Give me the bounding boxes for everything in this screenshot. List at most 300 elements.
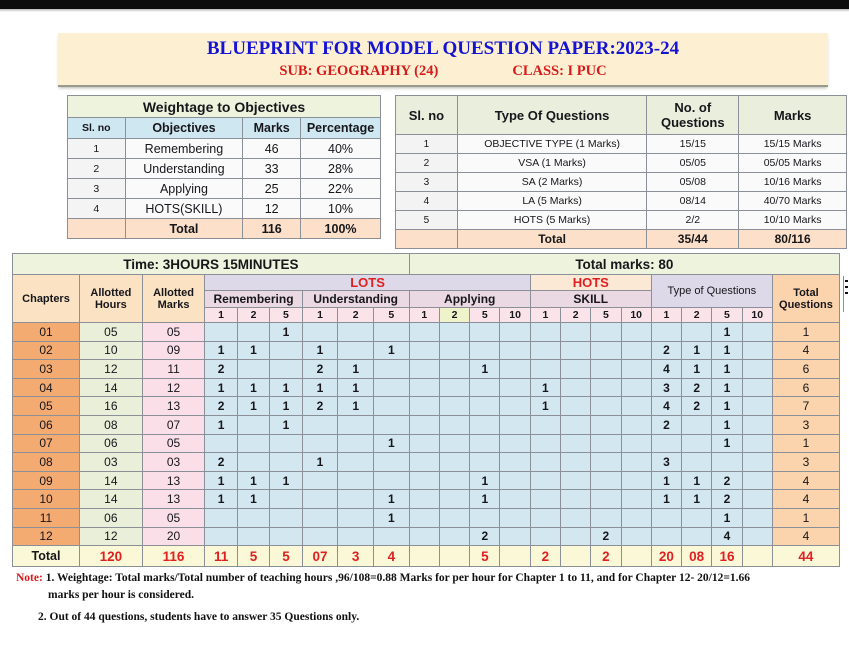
question-count-cell bbox=[530, 453, 560, 472]
table-row bbox=[396, 135, 847, 154]
allotted-hours: 12 bbox=[80, 360, 143, 379]
question-count-cell bbox=[621, 323, 651, 342]
question-count-cell bbox=[409, 323, 439, 342]
question-count-cell: 1 bbox=[205, 378, 237, 397]
total-count-cell bbox=[500, 546, 530, 567]
question-count-cell bbox=[682, 508, 712, 527]
question-count-cell bbox=[561, 490, 591, 509]
allotted-hours: 06 bbox=[80, 434, 143, 453]
toq-marks: 05/05 Marks bbox=[739, 154, 847, 173]
weightage-total-marks: 116 bbox=[243, 219, 301, 239]
weightage-caption: Weightage to Objectives bbox=[68, 96, 381, 118]
allotted-hours: 14 bbox=[80, 490, 143, 509]
row-total-questions: 1 bbox=[772, 434, 839, 453]
question-count-cell bbox=[302, 508, 338, 527]
question-count-cell bbox=[374, 471, 410, 490]
question-count-cell bbox=[621, 341, 651, 360]
table-total-row bbox=[68, 219, 381, 239]
weightage-percentage: 40% bbox=[301, 139, 381, 159]
question-count-cell bbox=[374, 360, 410, 379]
table-caption-row bbox=[68, 96, 381, 118]
markcol: 5 bbox=[270, 308, 302, 323]
table-total-row bbox=[13, 546, 840, 567]
question-count-cell bbox=[302, 323, 338, 342]
toq-slno: 5 bbox=[396, 211, 458, 230]
weightage-percentage: 22% bbox=[301, 179, 381, 199]
question-count-cell: 1 bbox=[712, 323, 742, 342]
header-allotted-marks-l1: Allotted bbox=[153, 286, 195, 299]
question-count-cell bbox=[500, 415, 530, 434]
question-count-cell: 1 bbox=[374, 341, 410, 360]
question-count-cell: 1 bbox=[682, 341, 712, 360]
question-count-cell: 1 bbox=[682, 490, 712, 509]
weightage-marks: 12 bbox=[243, 199, 301, 219]
chapter-number: 12 bbox=[13, 527, 80, 546]
markcol: 2 bbox=[338, 308, 374, 323]
allotted-hours: 16 bbox=[80, 397, 143, 416]
question-count-cell bbox=[470, 323, 500, 342]
question-count-cell bbox=[270, 508, 302, 527]
question-count-cell: 2 bbox=[302, 397, 338, 416]
toq-count: 05/05 bbox=[647, 154, 739, 173]
allotted-marks: 13 bbox=[142, 490, 205, 509]
markcol: 5 bbox=[712, 308, 742, 323]
question-count-cell bbox=[338, 508, 374, 527]
weightage-percentage: 28% bbox=[301, 159, 381, 179]
question-count-cell: 1 bbox=[205, 341, 237, 360]
header-total-questions bbox=[772, 275, 839, 323]
question-count-cell bbox=[591, 378, 621, 397]
table-row bbox=[396, 173, 847, 192]
header-total-questions-l1: Total bbox=[793, 286, 819, 299]
question-count-cell bbox=[409, 471, 439, 490]
row-total-questions: 7 bbox=[772, 397, 839, 416]
question-count-cell bbox=[302, 471, 338, 490]
question-count-cell: 1 bbox=[270, 397, 302, 416]
question-count-cell bbox=[409, 490, 439, 509]
grand-total-questions: 44 bbox=[772, 546, 839, 567]
question-count-cell: 2 bbox=[302, 360, 338, 379]
row-total-questions: 6 bbox=[772, 360, 839, 379]
header-allotted-hours-l2: Hours bbox=[94, 298, 127, 311]
allotted-marks: 13 bbox=[142, 397, 205, 416]
question-count-cell bbox=[621, 397, 651, 416]
row-total-questions: 6 bbox=[772, 378, 839, 397]
question-count-cell bbox=[338, 434, 374, 453]
total-count-cell bbox=[621, 546, 651, 567]
question-count-cell: 1 bbox=[270, 471, 302, 490]
weightage-slno: 1 bbox=[68, 139, 126, 159]
markcol: 2 bbox=[439, 308, 469, 323]
question-count-cell bbox=[205, 508, 237, 527]
question-count-cell bbox=[270, 434, 302, 453]
weightage-objective: HOTS(SKILL) bbox=[125, 199, 243, 219]
row-total-questions: 3 bbox=[772, 453, 839, 472]
question-count-cell bbox=[591, 360, 621, 379]
weightage-objective: Applying bbox=[125, 179, 243, 199]
question-count-cell bbox=[470, 397, 500, 416]
question-count-cell: 4 bbox=[651, 360, 681, 379]
question-count-cell bbox=[742, 527, 772, 546]
question-count-cell: 2 bbox=[651, 415, 681, 434]
question-count-cell bbox=[561, 508, 591, 527]
question-count-cell bbox=[374, 378, 410, 397]
question-count-cell: 1 bbox=[530, 378, 560, 397]
header-allotted-marks-l2: Marks bbox=[157, 298, 190, 311]
table-row bbox=[68, 199, 381, 219]
question-count-cell bbox=[237, 453, 269, 472]
total-marks-label: Total marks: 80 bbox=[409, 254, 839, 275]
total-count-cell bbox=[742, 546, 772, 567]
toq-slno: 4 bbox=[396, 192, 458, 211]
question-count-cell bbox=[742, 397, 772, 416]
allotted-hours: 05 bbox=[80, 323, 143, 342]
question-count-cell bbox=[470, 453, 500, 472]
question-count-cell bbox=[338, 341, 374, 360]
allotted-marks: 05 bbox=[142, 434, 205, 453]
toq-slno: 2 bbox=[396, 154, 458, 173]
question-count-cell bbox=[742, 490, 772, 509]
question-count-cell bbox=[439, 397, 469, 416]
table-row bbox=[68, 159, 381, 179]
question-count-cell bbox=[682, 415, 712, 434]
question-count-cell: 1 bbox=[374, 508, 410, 527]
toq-count: 15/15 bbox=[647, 135, 739, 154]
toq-header-line1: No. of bbox=[674, 100, 712, 115]
question-count-cell bbox=[374, 453, 410, 472]
weightage-total-percentage: 100% bbox=[301, 219, 381, 239]
question-count-cell: 1 bbox=[338, 378, 374, 397]
question-count-cell bbox=[742, 341, 772, 360]
question-count-cell bbox=[338, 527, 374, 546]
toq-marks: 10/16 Marks bbox=[739, 173, 847, 192]
question-count-cell bbox=[621, 471, 651, 490]
time-label: Time: 3HOURS 15MINUTES bbox=[13, 254, 410, 275]
question-count-cell: 2 bbox=[470, 527, 500, 546]
header-allotted-hours bbox=[80, 275, 143, 323]
group-lots: LOTS bbox=[205, 275, 530, 291]
question-count-cell bbox=[374, 415, 410, 434]
weightage-slno: 3 bbox=[68, 179, 126, 199]
question-count-cell bbox=[500, 323, 530, 342]
question-count-cell bbox=[237, 323, 269, 342]
question-count-cell bbox=[530, 471, 560, 490]
question-count-cell bbox=[561, 323, 591, 342]
table-row bbox=[396, 154, 847, 173]
question-count-cell bbox=[591, 508, 621, 527]
markcol: 10 bbox=[500, 308, 530, 323]
subgroup-applying: Applying bbox=[409, 291, 530, 308]
weightage-slno: 4 bbox=[68, 199, 126, 219]
markcol: 1 bbox=[205, 308, 237, 323]
question-count-cell: 1 bbox=[205, 490, 237, 509]
question-count-cell: 1 bbox=[237, 378, 269, 397]
row-total-questions: 4 bbox=[772, 471, 839, 490]
question-count-cell bbox=[409, 415, 439, 434]
question-count-cell bbox=[561, 527, 591, 546]
question-count-cell bbox=[561, 360, 591, 379]
table-row bbox=[13, 341, 840, 360]
question-count-cell bbox=[530, 527, 560, 546]
allotted-hours: 03 bbox=[80, 453, 143, 472]
row-total-questions: 1 bbox=[772, 323, 839, 342]
chapter-number: 01 bbox=[13, 323, 80, 342]
subject-label: SUB: GEOGRAPHY (24) bbox=[279, 63, 439, 79]
question-count-cell bbox=[500, 397, 530, 416]
question-count-cell bbox=[237, 434, 269, 453]
question-count-cell bbox=[530, 323, 560, 342]
allotted-marks: 05 bbox=[142, 508, 205, 527]
question-count-cell bbox=[500, 508, 530, 527]
question-count-cell bbox=[439, 434, 469, 453]
question-count-cell: 4 bbox=[712, 527, 742, 546]
toq-marks: 15/15 Marks bbox=[739, 135, 847, 154]
header-allotted-marks bbox=[142, 275, 205, 323]
weightage-slno: 2 bbox=[68, 159, 126, 179]
chapter-number: 04 bbox=[13, 378, 80, 397]
toq-marks: 10/10 Marks bbox=[739, 211, 847, 230]
toq-header-slno: Sl. no bbox=[396, 96, 458, 135]
weightage-percentage: 10% bbox=[301, 199, 381, 219]
question-count-cell: 2 bbox=[682, 397, 712, 416]
question-count-cell: 1 bbox=[302, 378, 338, 397]
question-count-cell bbox=[742, 434, 772, 453]
markcol: 1 bbox=[651, 308, 681, 323]
question-count-cell bbox=[500, 453, 530, 472]
question-count-cell: 2 bbox=[205, 453, 237, 472]
question-count-cell: 1 bbox=[470, 360, 500, 379]
question-count-cell: 3 bbox=[651, 378, 681, 397]
total-marks: 116 bbox=[142, 546, 205, 567]
question-count-cell bbox=[530, 508, 560, 527]
note-1-text: 1. Weightage: Total marks/Total number of teaching hours ,96/108=0.88 Marks for per hour for Chapter 1 to 11, and for Chapter 12- 20/12=1.66 bbox=[45, 572, 751, 584]
question-count-cell bbox=[470, 508, 500, 527]
chapter-number: 10 bbox=[13, 490, 80, 509]
allotted-marks: 13 bbox=[142, 471, 205, 490]
weightage-total-blank bbox=[68, 219, 126, 239]
question-count-cell: 1 bbox=[338, 360, 374, 379]
question-count-cell: 1 bbox=[712, 341, 742, 360]
note-label: Note: bbox=[16, 572, 43, 584]
allotted-marks: 12 bbox=[142, 378, 205, 397]
question-count-cell bbox=[409, 434, 439, 453]
chapter-number: 11 bbox=[13, 508, 80, 527]
question-count-cell bbox=[500, 378, 530, 397]
question-count-cell bbox=[237, 415, 269, 434]
question-count-cell bbox=[621, 490, 651, 509]
toq-total-label: Total bbox=[457, 230, 647, 249]
toq-total-count: 35/44 bbox=[647, 230, 739, 249]
question-count-cell: 2 bbox=[591, 527, 621, 546]
allotted-hours: 12 bbox=[80, 527, 143, 546]
question-count-cell bbox=[561, 471, 591, 490]
question-count-cell bbox=[338, 471, 374, 490]
chapter-number: 08 bbox=[13, 453, 80, 472]
question-count-cell: 1 bbox=[237, 397, 269, 416]
question-count-cell: 2 bbox=[651, 341, 681, 360]
header-total-questions-l2: Questions bbox=[779, 298, 833, 311]
weightage-marks: 25 bbox=[243, 179, 301, 199]
allotted-marks: 07 bbox=[142, 415, 205, 434]
weightage-header-slno: Sl. no bbox=[68, 118, 126, 139]
markcol: 5 bbox=[374, 308, 410, 323]
question-count-cell: 1 bbox=[651, 471, 681, 490]
question-count-cell bbox=[621, 415, 651, 434]
table-row bbox=[13, 453, 840, 472]
chapter-number: 07 bbox=[13, 434, 80, 453]
table-row bbox=[13, 434, 840, 453]
question-count-cell bbox=[591, 471, 621, 490]
table-header-row bbox=[396, 96, 847, 135]
question-count-cell bbox=[302, 415, 338, 434]
markcol: 10 bbox=[621, 308, 651, 323]
question-count-cell bbox=[621, 508, 651, 527]
total-label: Total bbox=[13, 546, 80, 567]
total-hours: 120 bbox=[80, 546, 143, 567]
markcol: 2 bbox=[682, 308, 712, 323]
total-count-cell: 5 bbox=[237, 546, 269, 567]
subgroup-understanding: Understanding bbox=[302, 291, 409, 308]
toq-total-blank bbox=[396, 230, 458, 249]
allotted-marks: 20 bbox=[142, 527, 205, 546]
question-count-cell bbox=[530, 341, 560, 360]
question-count-cell bbox=[742, 471, 772, 490]
question-count-cell bbox=[500, 490, 530, 509]
question-count-cell bbox=[374, 527, 410, 546]
question-count-cell bbox=[439, 527, 469, 546]
question-count-cell: 1 bbox=[205, 471, 237, 490]
toq-header-marks: Marks bbox=[739, 96, 847, 135]
table-row bbox=[13, 360, 840, 379]
toq-type: OBJECTIVE TYPE (1 Marks) bbox=[457, 135, 647, 154]
question-count-cell bbox=[470, 415, 500, 434]
question-count-cell bbox=[205, 323, 237, 342]
row-total-questions: 4 bbox=[772, 527, 839, 546]
question-count-cell bbox=[621, 434, 651, 453]
question-count-cell: 1 bbox=[530, 397, 560, 416]
total-count-cell: 20 bbox=[651, 546, 681, 567]
toq-header-noofquestions bbox=[647, 96, 739, 135]
header-chapters: Chapters bbox=[13, 275, 80, 323]
question-count-cell bbox=[500, 360, 530, 379]
question-count-cell bbox=[409, 341, 439, 360]
table-row bbox=[13, 471, 840, 490]
toq-type: HOTS (5 Marks) bbox=[457, 211, 647, 230]
question-count-cell bbox=[561, 341, 591, 360]
question-count-cell: 1 bbox=[374, 434, 410, 453]
toq-count: 08/14 bbox=[647, 192, 739, 211]
allotted-marks: 03 bbox=[142, 453, 205, 472]
question-count-cell bbox=[374, 323, 410, 342]
question-count-cell: 1 bbox=[712, 397, 742, 416]
question-count-cell bbox=[682, 527, 712, 546]
question-count-cell bbox=[682, 434, 712, 453]
table-row bbox=[13, 323, 840, 342]
question-count-cell bbox=[621, 453, 651, 472]
chapter-number: 06 bbox=[13, 415, 80, 434]
question-count-cell bbox=[237, 360, 269, 379]
total-count-cell: 5 bbox=[270, 546, 302, 567]
question-count-cell bbox=[530, 415, 560, 434]
table-row bbox=[13, 490, 840, 509]
question-count-cell bbox=[205, 434, 237, 453]
question-count-cell: 1 bbox=[712, 360, 742, 379]
allotted-marks: 11 bbox=[142, 360, 205, 379]
markcol: 1 bbox=[530, 308, 560, 323]
question-count-cell: 1 bbox=[237, 341, 269, 360]
question-count-cell bbox=[651, 527, 681, 546]
question-count-cell bbox=[270, 341, 302, 360]
question-count-cell bbox=[439, 415, 469, 434]
table-row bbox=[396, 192, 847, 211]
question-count-cell bbox=[742, 323, 772, 342]
allotted-hours: 14 bbox=[80, 378, 143, 397]
toq-marks: 40/70 Marks bbox=[739, 192, 847, 211]
markcol: 5 bbox=[470, 308, 500, 323]
allotted-marks: 09 bbox=[142, 341, 205, 360]
total-count-cell bbox=[409, 546, 439, 567]
toq-count: 2/2 bbox=[647, 211, 739, 230]
chapter-number: 02 bbox=[13, 341, 80, 360]
question-count-cell: 2 bbox=[712, 490, 742, 509]
question-count-cell bbox=[561, 378, 591, 397]
table-row bbox=[13, 527, 840, 546]
weightage-header-objectives: Objectives bbox=[125, 118, 243, 139]
question-count-cell bbox=[742, 415, 772, 434]
question-count-cell bbox=[470, 378, 500, 397]
question-count-cell: 1 bbox=[712, 508, 742, 527]
window-top-bar bbox=[0, 0, 849, 9]
question-count-cell bbox=[409, 360, 439, 379]
markcol: 10 bbox=[742, 308, 772, 323]
question-count-cell bbox=[439, 360, 469, 379]
question-count-cell bbox=[561, 415, 591, 434]
question-count-cell bbox=[621, 527, 651, 546]
total-count-cell: 4 bbox=[374, 546, 410, 567]
total-count-cell: 07 bbox=[302, 546, 338, 567]
question-count-cell: 1 bbox=[682, 360, 712, 379]
question-count-cell bbox=[374, 397, 410, 416]
question-count-cell bbox=[591, 453, 621, 472]
banner-subtitles bbox=[58, 60, 828, 80]
question-count-cell bbox=[651, 434, 681, 453]
question-count-cell bbox=[409, 508, 439, 527]
question-count-cell bbox=[651, 323, 681, 342]
question-count-cell bbox=[530, 490, 560, 509]
question-count-cell bbox=[591, 323, 621, 342]
subgroup-remembering: Remembering bbox=[205, 291, 302, 308]
question-count-cell: 1 bbox=[651, 490, 681, 509]
question-count-cell bbox=[409, 378, 439, 397]
table-row bbox=[396, 211, 847, 230]
group-type-of-questions: Type of Questions bbox=[651, 275, 772, 308]
question-count-cell bbox=[270, 527, 302, 546]
markcol: 2 bbox=[561, 308, 591, 323]
total-count-cell bbox=[561, 546, 591, 567]
question-count-cell bbox=[561, 453, 591, 472]
question-count-cell bbox=[742, 508, 772, 527]
table-row bbox=[68, 179, 381, 199]
question-count-cell bbox=[621, 360, 651, 379]
table-right-edge-artifact bbox=[843, 276, 849, 312]
question-count-cell bbox=[682, 323, 712, 342]
question-count-cell: 1 bbox=[302, 341, 338, 360]
question-count-cell: 1 bbox=[205, 415, 237, 434]
question-count-cell bbox=[561, 397, 591, 416]
header-allotted-hours-l1: Allotted bbox=[90, 286, 132, 299]
question-count-cell bbox=[439, 341, 469, 360]
question-count-cell bbox=[591, 341, 621, 360]
